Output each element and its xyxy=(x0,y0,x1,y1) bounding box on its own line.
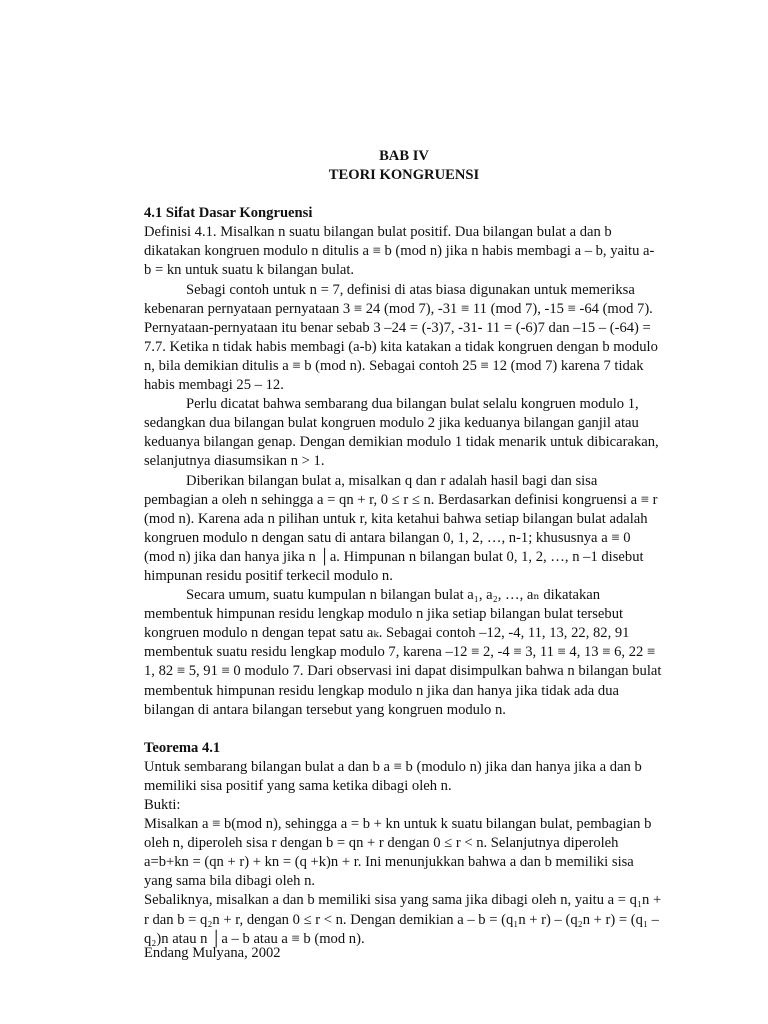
paragraph: Perlu dicatat bahwa sembarang dua bilangan bulat selalu kongruen modulo 1, sedangkan dua bilangan bulat kongruen modulo 2 jika keduanya bilangan ganjil atau keduanya bilangan genap. Dengan demikian modulo 1 tidak menarik untuk dibicarakan, selanjutnya diasumsikan n > 1. xyxy=(144,396,659,470)
chapter-title: TEORI KONGRUENSI xyxy=(328,167,480,184)
footer-author: Endang Mulyana, 2002 xyxy=(144,945,281,961)
proof-paragraph: Misalkan a ≡ b(mod n), sehingga a = b + kn untuk k suatu bilangan bulat, pembagian b oleh n, diperoleh sisa r dengan b = qn + r dengan 0 ≤ r < n. Selanjutnya diperoleh a=b+kn = (qn + r) + kn = (q +k)n + r. Ini menunjukkan bahwa a dan b memiliki sisa yang sama bila dibagi oleh n. xyxy=(144,816,652,890)
proof-paragraph: Sebaliknya, misalkan a dan b memiliki sisa yang sama jika dibagi oleh n, yaitu a = q₁n + r dan b = q₂n + r, dengan 0 ≤ r < n. Dengan demikian a – b = (q₁n + r) – (q₂n + r) = (q₁ – q₂)n atau n │a – b atau a ≡ b (mod n). xyxy=(144,892,662,947)
definition-paragraph: Definisi 4.1. Misalkan n suatu bilangan bulat positif. Dua bilangan bulat a dan b dikatakan kongruen modulo n ditulis a ≡ b (mod n) jika n habis membagi a – b, yaitu a- b = kn untuk suatu k bilangan bulat. xyxy=(144,224,655,279)
section-title: 4.1 Sifat Dasar Kongruensi xyxy=(144,205,313,222)
theorem-statement: Untuk sembarang bilangan bulat a dan b a ≡ b (modulo n) jika dan hanya jika a dan b memiliki sisa positif yang sama ketika dibagi oleh n. xyxy=(144,758,642,794)
paragraph: Secara umum, suatu kumpulan n bilangan bulat a₁, a₂, …, aₙ dikatakan membentuk himpunan residu lengkap modulo n jika setiap bilangan bulat tersebut kongruen modulo n dengan tepat satu aₖ. Sebagai contoh –12, -4, 11, 13, 22, 82, 91 membentuk suatu residu lengkap modulo 7, karena –12 ≡ 2, -4 ≡ 3, 11 ≡ 4, 13 ≡ 6, 22 ≡ 1, 82 ≡ 5, 91 ≡ 0 modulo 7. Dari observasi ini dapat disimpulkan bahwa n bilangan bulat membentuk himpunan residu lengkap modulo n jika dan hanya jika tidak ada dua bilangan di antara bilangan tersebut yang kongruen modulo n. xyxy=(144,587,662,718)
document-body xyxy=(144,147,664,949)
paragraph: Sebagi contoh untuk n = 7, definisi di atas biasa digunakan untuk memeriksa kebenaran pernyataan pernyataan 3 ≡ 24 (mod 7), -31 ≡ 11 (mod 7), -15 ≡ -64 (mod 7). Pernyataan-pernyataan itu benar sebab 3 –24 = (-3)7, -31- 11 = (-6)7 dan –15 – (-64) = 7.7. Ketika n tidak habis membagi (a-b) kita katakan a tidak kongruen dengan b modulo n, bila demikian ditulis a ≡ b (mod n). Sebagai contoh 25 ≡ 12 (mod 7) karena 7 tidak habis membagi 25 – 12. xyxy=(144,281,658,394)
proof-label: Bukti: xyxy=(144,797,181,813)
chapter-number: BAB IV xyxy=(379,148,429,164)
theorem-title: Teorema 4.1 xyxy=(144,739,221,756)
paragraph: Diberikan bilangan bulat a, misalkan q dan r adalah hasil bagi dan sisa pembagian a oleh n sehingga a = qn + r, 0 ≤ r ≤ n. Berdasarkan definisi kongruensi a ≡ r (mod n). Karena ada n pilihan untuk r, kita ketahui bahwa setiap bilangan bulat adalah kongruen modulo n dengan satu di antara bilangan 0, 1, 2, …, n-1; khususnya a ≡ 0 (mod n) jika dan hanya jika n │a. Himpunan n bilangan bulat 0, 1, 2, …, n –1 disebut himpunan residu positif terkecil modulo n. xyxy=(144,472,658,584)
